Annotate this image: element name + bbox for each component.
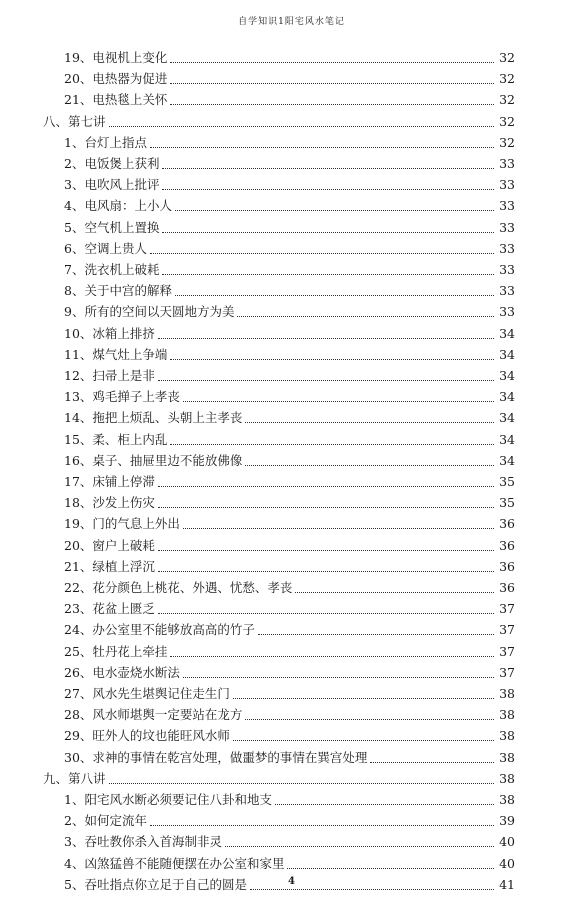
entry-page-number: 33 <box>499 262 515 277</box>
entry-page-number: 32 <box>499 92 515 108</box>
entry-number: 1、 <box>64 134 85 150</box>
entry-number: 16、 <box>64 452 93 468</box>
dot-leader <box>237 315 494 317</box>
entry-number: 21、 <box>64 92 93 108</box>
entry-number: 20、 <box>64 71 93 87</box>
toc-entry <box>0 129 583 151</box>
toc-entry <box>0 192 583 214</box>
entry-number: 4、 <box>64 855 85 871</box>
entry-title: 风水师堪舆一定要站在龙方 <box>92 707 243 723</box>
toc-entry <box>0 595 583 617</box>
dot-leader <box>183 400 494 402</box>
entry-title: 煤气灶上争端 <box>92 346 168 362</box>
entry-page-number: 33 <box>499 304 515 320</box>
entry-number: 1、 <box>64 792 85 807</box>
entry-number: 3、 <box>64 177 85 193</box>
entry-page-number: 33 <box>499 198 515 214</box>
entry-number: 5、 <box>64 876 85 892</box>
toc-entry <box>0 256 583 278</box>
dot-leader <box>158 379 494 381</box>
dot-leader <box>150 146 494 148</box>
entry-title: 扫帚上是非 <box>92 368 155 383</box>
toc-entry <box>0 850 583 872</box>
entry-page-number: 36 <box>499 516 515 532</box>
toc-entry <box>0 171 583 193</box>
dot-leader <box>233 697 494 699</box>
toc-entry <box>0 44 583 66</box>
entry-title: 电水壶烧水断法 <box>92 664 180 680</box>
toc-entry <box>0 320 583 342</box>
dot-leader <box>258 633 494 635</box>
entry-page-number: 35 <box>499 495 515 511</box>
entry-page-number: 35 <box>499 474 515 489</box>
dot-leader <box>158 506 494 508</box>
entry-number: 28、 <box>64 707 93 723</box>
entry-number: 29、 <box>64 728 93 744</box>
entry-title: 阳宅风水断必须要记住八卦和地支 <box>84 792 272 807</box>
entry-page-number: 38 <box>499 792 515 807</box>
entry-page-number: 37 <box>499 664 515 680</box>
entry-title: 吞吐指点你立足于自己的圆是 <box>84 876 247 892</box>
entry-title: 空气机上置换 <box>84 219 160 235</box>
entry-page-number: 38 <box>499 770 515 786</box>
dot-leader <box>170 82 494 84</box>
toc-entry <box>0 574 583 596</box>
toc-entry <box>0 616 583 638</box>
running-header: 自学知识1阳宅风水笔记 <box>238 17 345 27</box>
dot-leader <box>250 888 494 890</box>
entry-number: 5、 <box>64 219 85 235</box>
entry-number: 30、 <box>64 749 93 765</box>
entry-title: 柔、柜上内乱 <box>92 431 168 447</box>
entry-page-number: 34 <box>499 431 515 447</box>
dot-leader <box>158 549 494 551</box>
toc-chapter-entry <box>0 108 583 130</box>
dot-leader <box>162 273 494 275</box>
entry-page-number: 34 <box>499 325 515 341</box>
entry-number: 27、 <box>64 686 93 701</box>
dot-leader <box>245 464 494 466</box>
dot-leader <box>175 209 494 211</box>
entry-page-number: 32 <box>499 50 515 65</box>
toc-entry <box>0 701 583 723</box>
entry-number: 2、 <box>64 156 85 171</box>
entry-page-number: 40 <box>499 855 515 871</box>
dot-leader <box>162 231 494 233</box>
entry-title: 桌子、抽屉里边不能放佛像 <box>92 452 243 468</box>
toc-entry <box>0 510 583 532</box>
entry-number: 15、 <box>64 431 93 447</box>
entry-page-number: 37 <box>499 622 515 638</box>
entry-page-number: 36 <box>499 558 515 574</box>
toc-entry <box>0 150 583 172</box>
toc-entry <box>0 214 583 236</box>
entry-page-number: 36 <box>499 537 515 553</box>
dot-leader <box>183 527 494 529</box>
entry-page-number: 33 <box>499 283 515 299</box>
entry-number: 9、 <box>64 304 85 320</box>
toc-entry <box>0 426 583 448</box>
entry-number: 18、 <box>64 495 93 511</box>
dot-leader <box>109 782 494 784</box>
entry-number: 17、 <box>64 474 93 489</box>
entry-title: 窗户上破耗 <box>92 537 155 553</box>
entry-title: 求神的事情在乾宫处理，做噩梦的事情在巽宫处理 <box>92 749 368 765</box>
dot-leader <box>295 591 494 593</box>
dot-leader <box>183 676 494 678</box>
entry-page-number: 38 <box>499 686 515 701</box>
entry-title: 关于中宫的解释 <box>84 283 172 299</box>
dot-leader <box>175 294 494 296</box>
entry-title: 花盆上匮乏 <box>92 601 155 617</box>
entry-page-number: 33 <box>499 156 515 171</box>
entry-title: 台灯上指点 <box>84 134 147 150</box>
dot-leader <box>245 421 494 423</box>
entry-title: 电视机上变化 <box>92 50 168 65</box>
dot-leader <box>370 761 494 763</box>
entry-title: 门的气息上外出 <box>92 516 180 532</box>
toc-entry <box>0 277 583 299</box>
entry-number: 25、 <box>64 643 93 659</box>
entry-title: 牡丹花上牵挂 <box>92 643 168 659</box>
entry-page-number: 37 <box>499 643 515 659</box>
entry-page-number: 34 <box>499 389 515 405</box>
entry-number: 23、 <box>64 601 93 617</box>
entry-page-number: 38 <box>499 749 515 765</box>
toc-entry <box>0 341 583 363</box>
dot-leader <box>150 252 494 254</box>
entry-title: 电饭煲上获利 <box>84 156 160 171</box>
dot-leader <box>158 612 494 614</box>
entry-number: 7、 <box>64 262 85 277</box>
entry-number: 24、 <box>64 622 93 638</box>
page-number: 4 <box>288 876 295 887</box>
entry-number: 13、 <box>64 389 93 405</box>
dot-leader <box>158 485 494 487</box>
toc-entry <box>0 468 583 490</box>
entry-number: 22、 <box>64 580 93 595</box>
entry-title: 电热毯上关怀 <box>92 92 168 108</box>
entry-page-number: 32 <box>499 113 515 129</box>
dot-leader <box>158 337 494 339</box>
entry-number: 26、 <box>64 664 93 680</box>
entry-number: 6、 <box>64 240 85 256</box>
toc-entry <box>0 404 583 426</box>
entry-title: 吞吐教你杀入首海制非灵 <box>84 834 222 850</box>
entry-number: 19、 <box>64 50 93 65</box>
dot-leader <box>170 443 494 445</box>
entry-number: 10、 <box>64 325 93 341</box>
entry-page-number: 32 <box>499 71 515 87</box>
entry-title: 办公室里不能够放高高的竹子 <box>92 622 255 638</box>
toc-chapter-entry <box>0 765 583 787</box>
toc-entry <box>0 489 583 511</box>
entry-title: 绿植上浮沉 <box>92 558 155 574</box>
entry-page-number: 33 <box>499 219 515 235</box>
entry-page-number: 34 <box>499 452 515 468</box>
entry-page-number: 40 <box>499 834 515 850</box>
entry-title: 第七讲 <box>68 113 106 129</box>
entry-title: 鸡毛掸子上孝丧 <box>92 389 180 405</box>
toc-entry <box>0 235 583 257</box>
dot-leader <box>150 824 494 826</box>
entry-page-number: 37 <box>499 601 515 617</box>
entry-title: 电吹风上批评 <box>84 177 160 193</box>
entry-title: 风水先生堪舆记住走生门 <box>92 686 230 701</box>
entry-title: 床铺上停滞 <box>92 474 155 489</box>
entry-page-number: 38 <box>499 728 515 744</box>
toc-entry <box>0 786 583 808</box>
entry-page-number: 36 <box>499 580 515 595</box>
dot-leader <box>287 867 494 869</box>
dot-leader <box>162 188 494 190</box>
dot-leader <box>170 358 494 360</box>
dot-leader <box>158 570 494 572</box>
entry-number: 八、 <box>43 113 69 129</box>
entry-number: 21、 <box>64 558 93 574</box>
entry-page-number: 41 <box>499 876 515 892</box>
entry-title: 冰箱上排挤 <box>92 325 155 341</box>
entry-page-number: 38 <box>499 707 515 723</box>
entry-title: 凶煞猛兽不能随便摆在办公室和家里 <box>84 855 285 871</box>
entry-number: 20、 <box>64 537 93 553</box>
entry-title: 拖把上烦乱、头朝上主孝丧 <box>92 410 243 426</box>
toc-entry <box>0 447 583 469</box>
entry-number: 2、 <box>64 813 85 829</box>
toc-entry <box>0 532 583 554</box>
dot-leader <box>109 125 494 127</box>
entry-title: 花分颜色上桃花、外遇、忧愁、孝丧 <box>92 580 293 595</box>
entry-page-number: 33 <box>499 177 515 193</box>
toc-entry <box>0 362 583 384</box>
toc-entry <box>0 383 583 405</box>
toc-entry <box>0 86 583 108</box>
toc-entry <box>0 807 583 829</box>
entry-page-number: 34 <box>499 346 515 362</box>
entry-number: 14、 <box>64 410 93 426</box>
entry-number: 九、 <box>43 770 69 786</box>
dot-leader <box>245 718 494 720</box>
entry-title: 沙发上伤灾 <box>92 495 155 511</box>
entry-page-number: 39 <box>499 813 515 829</box>
entry-number: 3、 <box>64 834 85 850</box>
toc-entry <box>0 828 583 850</box>
entry-title: 电热器为促进 <box>92 71 168 87</box>
dot-leader <box>170 103 494 105</box>
dot-leader <box>162 167 494 169</box>
toc-entry <box>0 298 583 320</box>
entry-title: 如何定流年 <box>84 813 147 829</box>
entry-number: 11、 <box>64 346 93 362</box>
entry-page-number: 32 <box>499 134 515 150</box>
entry-number: 8、 <box>64 283 85 299</box>
entry-page-number: 34 <box>499 410 515 426</box>
toc-entry <box>0 659 583 681</box>
dot-leader <box>170 655 494 657</box>
toc-entry <box>0 722 583 744</box>
entry-page-number: 33 <box>499 240 515 256</box>
dot-leader <box>170 61 494 63</box>
entry-number: 19、 <box>64 516 93 532</box>
toc-entry <box>0 638 583 660</box>
entry-title: 旺外人的坟也能旺风水师 <box>92 728 230 744</box>
entry-number: 12、 <box>64 368 93 383</box>
entry-title: 所有的空间以天圆地方为美 <box>84 304 235 320</box>
dot-leader <box>233 739 494 741</box>
entry-title: 第八讲 <box>68 770 106 786</box>
toc-entry <box>0 553 583 575</box>
entry-title: 空调上贵人 <box>84 240 147 256</box>
toc-entry <box>0 680 583 702</box>
entry-title: 洗衣机上破耗 <box>84 262 160 277</box>
dot-leader <box>275 803 494 805</box>
entry-title: 电风扇：上小人 <box>84 198 172 214</box>
toc-entry <box>0 744 583 766</box>
dot-leader <box>225 845 494 847</box>
entry-page-number: 34 <box>499 368 515 383</box>
toc-entry <box>0 65 583 87</box>
entry-number: 4、 <box>64 198 85 214</box>
